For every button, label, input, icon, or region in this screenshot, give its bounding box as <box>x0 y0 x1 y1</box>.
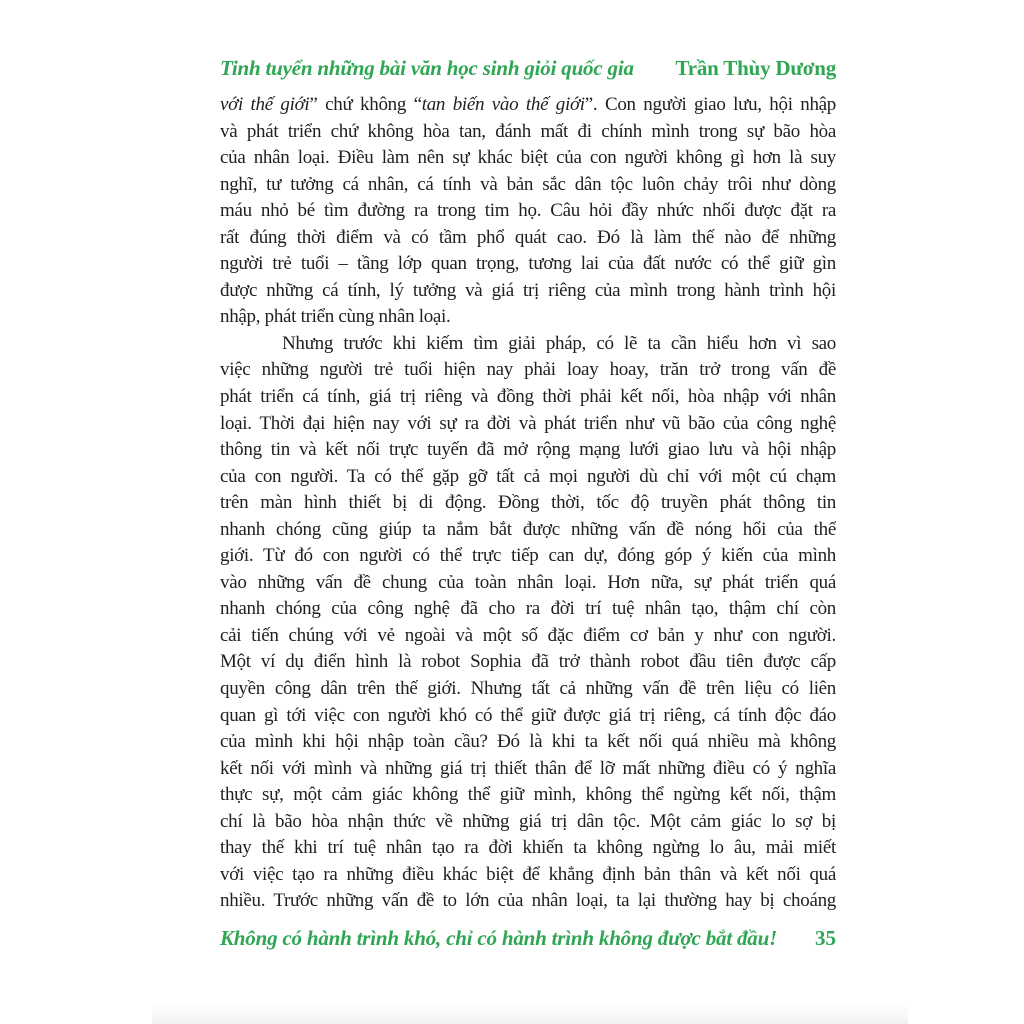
text-line: thay thế khi trí tuệ nhân tạo ra đời khiến ta không ngừng lo âu, mải miết <box>220 837 836 859</box>
page-number: 35 <box>815 926 836 950</box>
text-line: quyền công dân trên thế giới. Nhưng tất cả những vấn đề trên liệu có liên <box>220 678 836 700</box>
quoted-phrase: tan biến vào thế giới <box>421 94 585 115</box>
text-line: nhập, phát triển cùng nhân loại. <box>220 306 451 328</box>
text-line: người trẻ tuổi – tầng lớp quan trọng, tương lai của đất nước có thể giữ gìn <box>220 253 836 275</box>
essay-body <box>220 92 836 915</box>
text-line: cải tiến chúng với vẻ ngoài và một số đặc điểm cơ bản y như con người. <box>220 624 836 646</box>
text-line: việc những người trẻ tuổi hiện nay phải loay hoay, trăn trở trong vấn đề <box>220 359 836 381</box>
text-line: nhiều. Trước những vấn đề to lớn của nhân loại, ta lại thường hay bị choáng <box>220 890 836 912</box>
text-line: và phát triển chứ không hòa tan, đánh mất đi chính mình trong sự bão hòa <box>220 120 836 142</box>
book-title: Tinh tuyển những bài văn học sinh giỏi quốc gia <box>220 56 634 80</box>
text-line: trên màn hình thiết bị di động. Đồng thời, tốc độ truyền phát thông tin <box>220 492 836 514</box>
text-line: loại. Thời đại hiện nay với sự ra đời và phát triển như vũ bão của công nghệ <box>220 412 836 434</box>
text-line: phát triển cá tính, giá trị riêng và đồng thời phải kết nối, hòa nhập với nhân <box>220 386 836 408</box>
text-line: với thế giới” chứ không “tan biến vào thế giới”. Con người giao lưu, hội nhập <box>220 94 836 115</box>
page-footer <box>220 926 836 951</box>
text-line: nhanh chóng cũng giúp ta nắm bắt được những vấn đề nóng hổi của thế <box>220 518 836 540</box>
page-header <box>220 56 836 81</box>
text-line: nhanh chóng của công nghệ đã cho ra đời trí tuệ nhân tạo, thậm chí còn <box>220 598 836 620</box>
text-line: nghĩ, tư tưởng cá nhân, cá tính và bản sắc dân tộc luôn chảy trôi như dòng <box>220 173 836 195</box>
text-line: Một ví dụ điển hình là robot Sophia đã trở thành robot đầu tiên được cấp <box>220 651 836 673</box>
page-edge-shadow <box>152 1002 908 1024</box>
text-line: máu nhỏ bé tìm đường ra trong tim họ. Câu hỏi đầy nhức nhối được đặt ra <box>220 200 836 222</box>
text-line: kết nối với mình và những giá trị thiết thân để lỡ mất những điều có ý nghĩa <box>220 757 836 779</box>
text-line: vào những vấn đề chung của toàn nhân loại. Hơn nữa, sự phát triển quá <box>220 571 836 593</box>
author-name: Trần Thùy Dương <box>675 56 836 80</box>
footer-motto: Không có hành trình khó, chỉ có hành trình không được bắt đầu! <box>220 926 778 950</box>
text-line: của nhân loại. Điều làm nên sự khác biệt của con người không gì hơn là suy <box>220 147 836 169</box>
text-line: chí là bão hòa nhận thức về những giá trị dân tộc. Một cảm giác lo sợ bị <box>220 810 836 832</box>
text-line: được những cá tính, lý tưởng và giá trị riêng của mình trong hành trình hội <box>220 279 836 301</box>
text-line: giới. Từ đó con người có thể trực tiếp can dự, đóng góp ý kiến của mình <box>220 545 836 567</box>
quoted-phrase: với thế giới <box>220 94 310 115</box>
text-line: của mình khi hội nhập toàn cầu? Đó là khi ta kết nối quá nhiều mà không <box>220 731 836 753</box>
text-line: thông tin và kết nối trực tuyến đã mở rộng mạng lưới giao lưu và hội nhập <box>220 439 836 461</box>
text-line: thực sự, một cảm giác không thể giữ mình, không thể ngừng kết nối, thậm <box>220 784 836 806</box>
text-line: Nhưng trước khi kiếm tìm giải pháp, có lẽ ta cần hiểu hơn vì sao <box>282 332 836 354</box>
text-line: rất đúng thời điểm và có tầm phổ quát cao. Đó là làm thế nào để những <box>220 226 836 248</box>
text-line: với việc tạo ra những điều khác biệt để khẳng định bản thân và kết nối quá <box>220 863 836 885</box>
text-line: của con người. Ta có thể gặp gỡ tất cả mọi người dù chỉ với một cú chạm <box>220 465 836 487</box>
text-line: quan gì tới việc con người khó có thể giữ được giá trị riêng, cá tính độc đáo <box>220 704 836 726</box>
